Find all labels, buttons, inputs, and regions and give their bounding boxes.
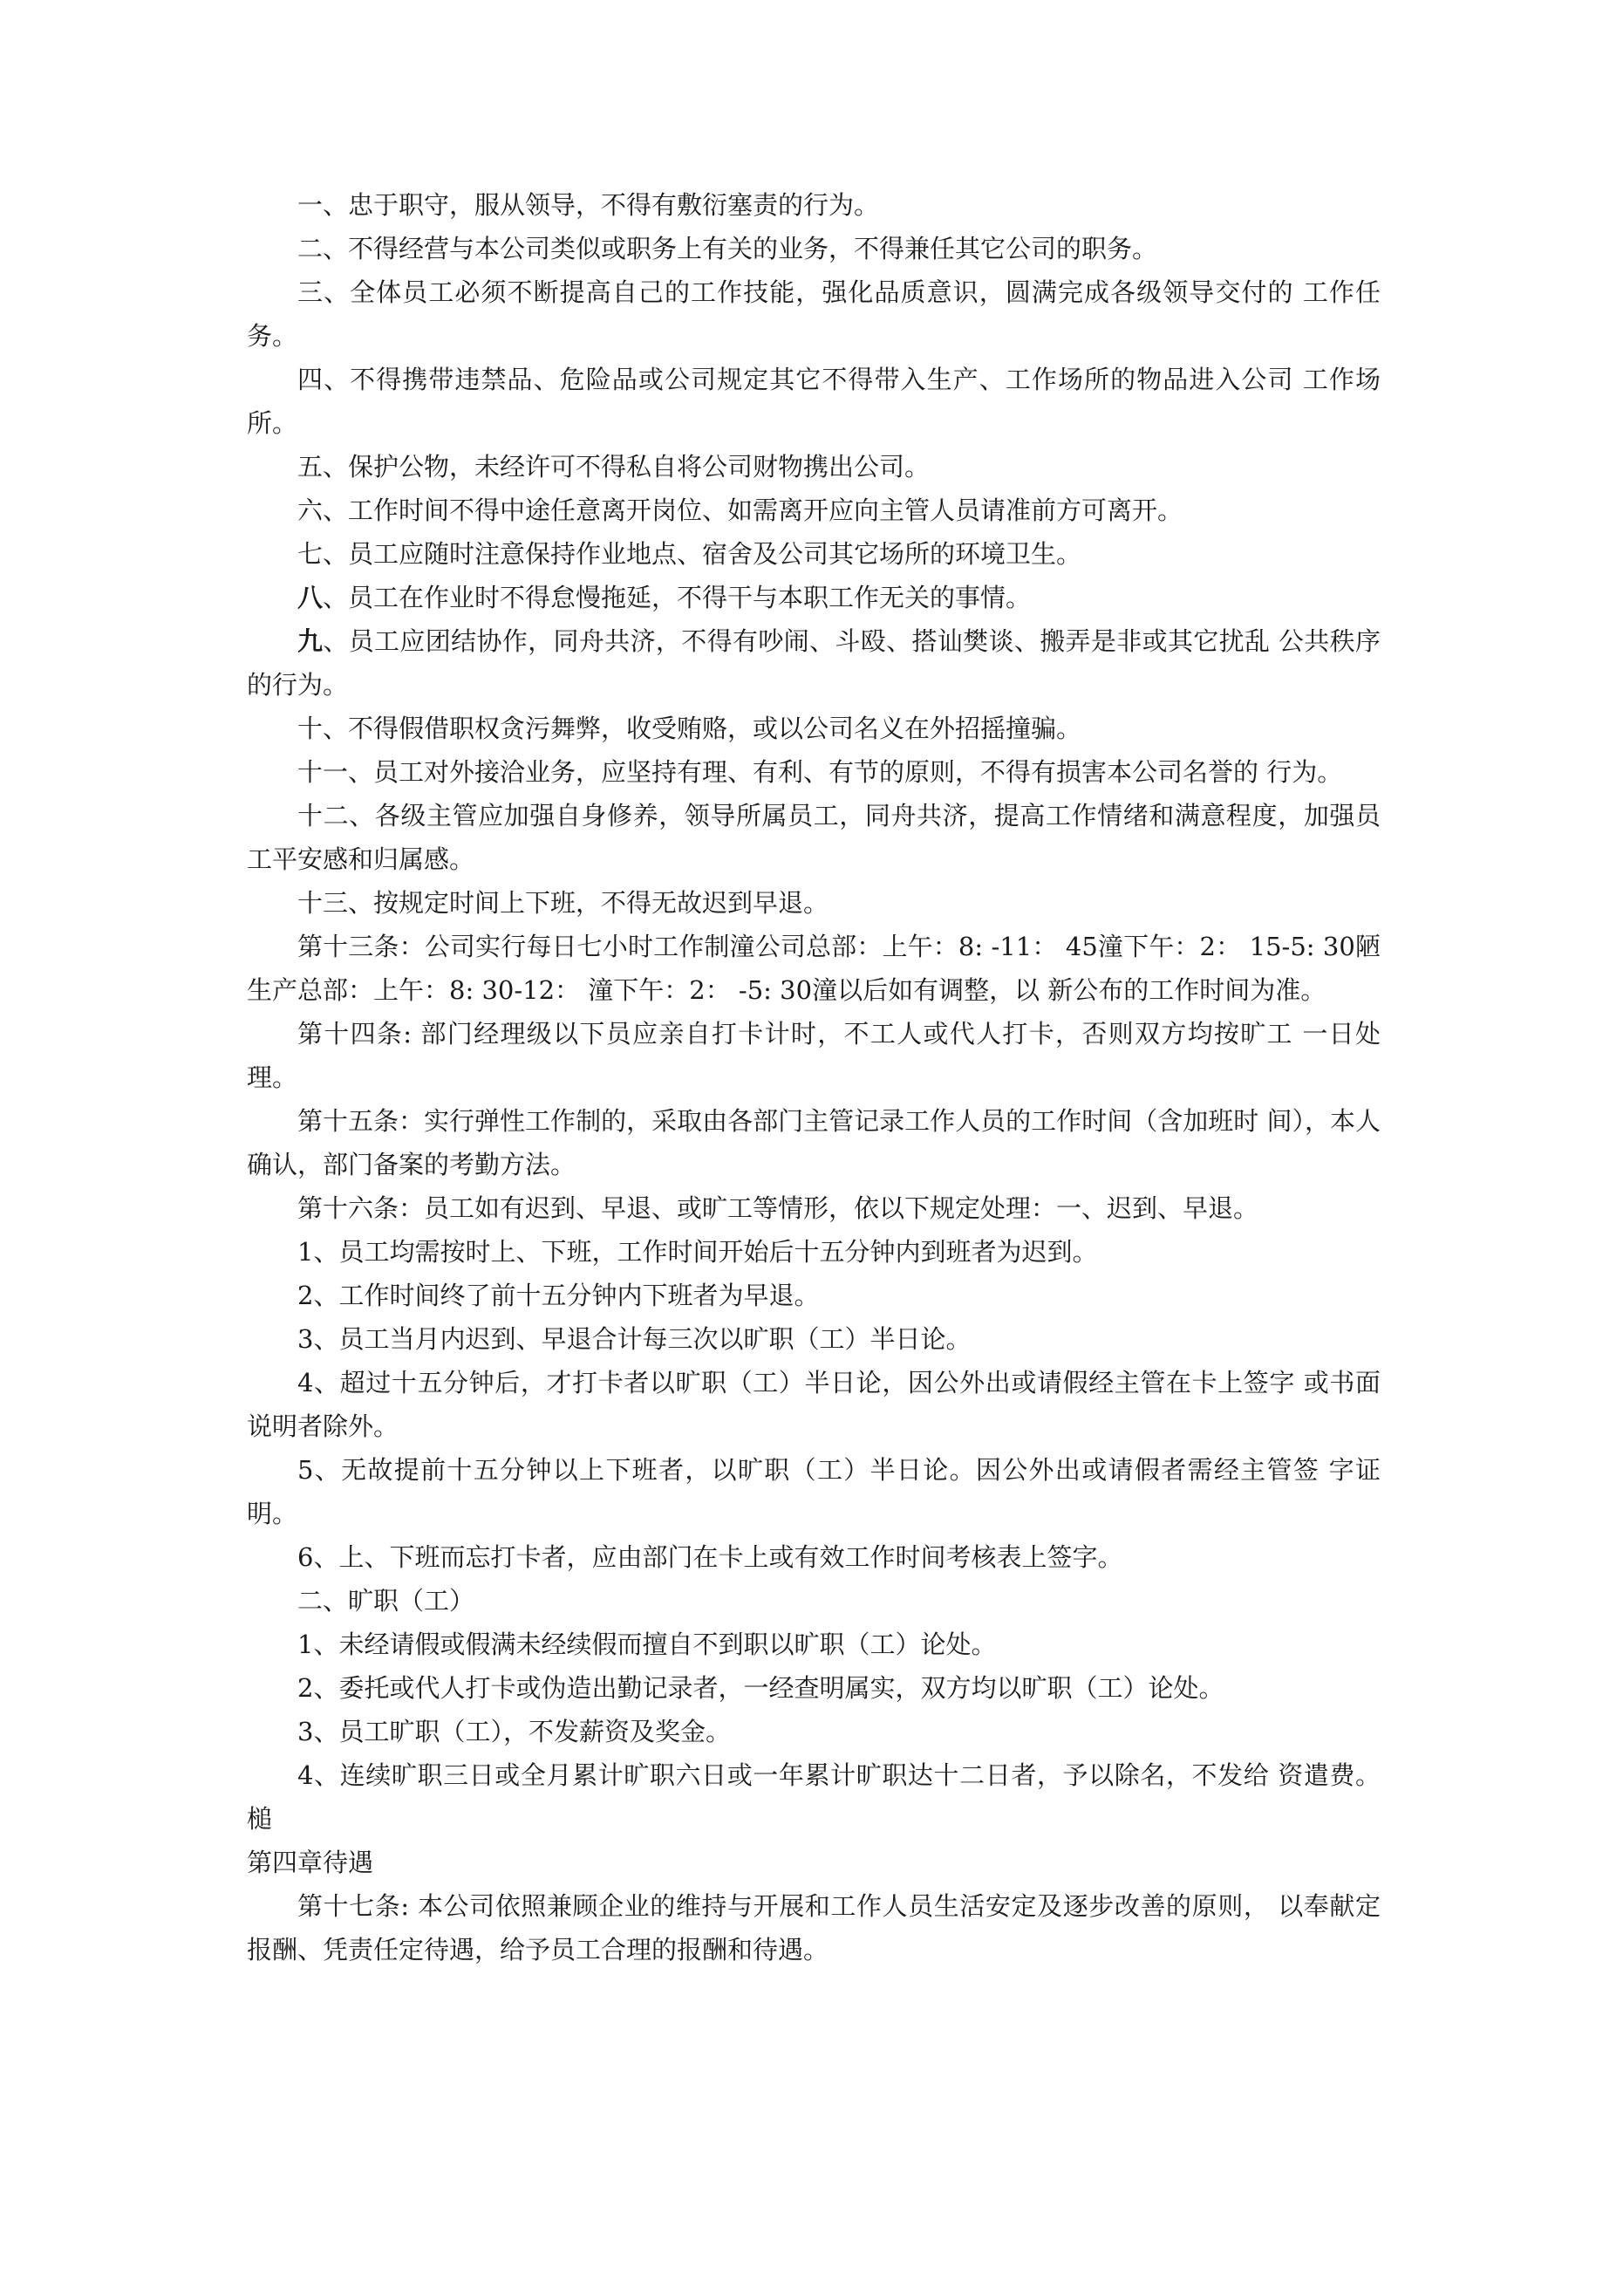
- paragraph: 二、不得经营与本公司类似或职务上有关的业务，不得兼任其它公司的职务。: [297, 234, 1158, 263]
- paragraph: 九、员工应团结协作，同舟共济，不得有吵闹、斗殴、搭讪樊谈、搬弄是非或其它扰乱 公共秩序的行为。: [247, 626, 1381, 700]
- paragraph: 1、未经请假或假满未经续假而擅自不到职以旷职（工）论处。: [297, 1630, 997, 1659]
- paragraph: 三、全体员工必须不断提高自己的工作技能，强化品质意识，圆满完成各级领导交付的 工作任务。: [247, 277, 1381, 351]
- paragraph: 十二、各级主管应加强自身修养，领导所属员工，同舟共济，提高工作情绪和满意程度，加强员工平安感和归属感。: [247, 801, 1381, 874]
- paragraph: 3、员工当月内迟到、早退合计每三次以旷职（工）半日论。: [297, 1324, 972, 1354]
- paragraph: 四、不得携带违禁品、危险品或公司规定其它不得带入生产、工作场所的物品进入公司 工作场所。: [247, 365, 1381, 438]
- paragraph: 5、无故提前十五分钟以上下班者，以旷职（工）半日论。因公外出或请假者需经主管签 字证明。: [247, 1455, 1381, 1528]
- paragraph-lead: 八: [297, 583, 324, 612]
- paragraph: 第十六条：员工如有迟到、早退、或旷工等情形，依以下规定处理：一、迟到、早退。: [297, 1193, 1259, 1223]
- paragraph: 五、保护公物，未经许可不得私自将公司财物携出公司。: [297, 452, 931, 482]
- paragraph: 第十五条：实行弹性工作制的，采取由各部门主管记录工作人员的工作时间（含加班时 间），本人确认，部门备案的考勤方法。: [247, 1106, 1381, 1179]
- paragraph: 一、忠于职守，服从领导，不得有敷衍塞责的行为。: [297, 190, 880, 220]
- paragraph: 2、工作时间终了前十五分钟内下班者为早退。: [297, 1281, 820, 1310]
- paragraph-lead: 九: [297, 626, 324, 656]
- document-body: [247, 183, 1381, 1971]
- paragraph: 十一、员工对外接洽业务，应坚持有理、有利、有节的原则，不得有损害本公司名誉的 行为。: [297, 757, 1343, 787]
- paragraph: 第十四条: 部门经理级以下员应亲自打卡计时，不工人或代人打卡，否则双方均按旷工 一日处理。: [247, 1019, 1381, 1092]
- paragraph: 十、不得假借职权贪污舞弊，收受贿赂，或以公司名义在外招摇撞骗。: [297, 714, 1082, 743]
- paragraph: 3、员工旷职（工），不发薪资及奖金。: [297, 1717, 731, 1746]
- paragraph: 1、员工均需按时上、下班，工作时间开始后十五分钟内到班者为迟到。: [297, 1237, 1098, 1267]
- paragraph: 4、超过十五分钟后，才打卡者以旷职（工）半日论，因公外出或请假经主管在卡上签字 或书面说明者除外。: [247, 1368, 1381, 1441]
- chapter-heading: 第四章待遇: [247, 1848, 374, 1877]
- paragraph: 六、工作时间不得中途任意离开岗位、如需离开应向主管人员请准前方可离开。: [297, 495, 1183, 525]
- paragraph: 第十七条: 本公司依照兼顾企业的维持与开展和工作人员生活安定及逐步改善的原则， 以奉献定报酬、凭责任定待遇，给予员工合理的报酬和待遇。: [247, 1891, 1381, 1965]
- paragraph: 6、上、下班而忘打卡者，应由部门在卡上或有效工作时间考核表上签字。: [297, 1542, 1123, 1572]
- paragraph: 十三、按规定时间上下班，不得无故迟到早退。: [297, 888, 829, 918]
- paragraph: 七、员工应随时注意保持作业地点、宿舍及公司其它场所的环境卫生。: [297, 539, 1082, 569]
- paragraph: 八、员工在作业时不得怠慢拖延，不得干与本职工作无关的事情。: [297, 583, 1032, 612]
- paragraph: 4、连续旷职三日或全月累计旷职六日或一年累计旷职达十二日者，予以除名，不发给 资遣费。槌: [247, 1760, 1381, 1834]
- paragraph: 二、旷职（工）: [297, 1586, 475, 1616]
- paragraph: 2、委托或代人打卡或伪造出勤记录者，一经查明属实，双方均以旷职（工）论处。: [297, 1673, 1224, 1703]
- paragraph: 第十三条：公司实行每日七小时工作制潼公司总部：上午：8: -11： 45潼下午：2： 15-5: 30陋生产总部：上午：8: 30-12： 潼下午：2： -5: 30潼以后如有调整，以 新公布的工作时间为准。: [247, 932, 1381, 1005]
